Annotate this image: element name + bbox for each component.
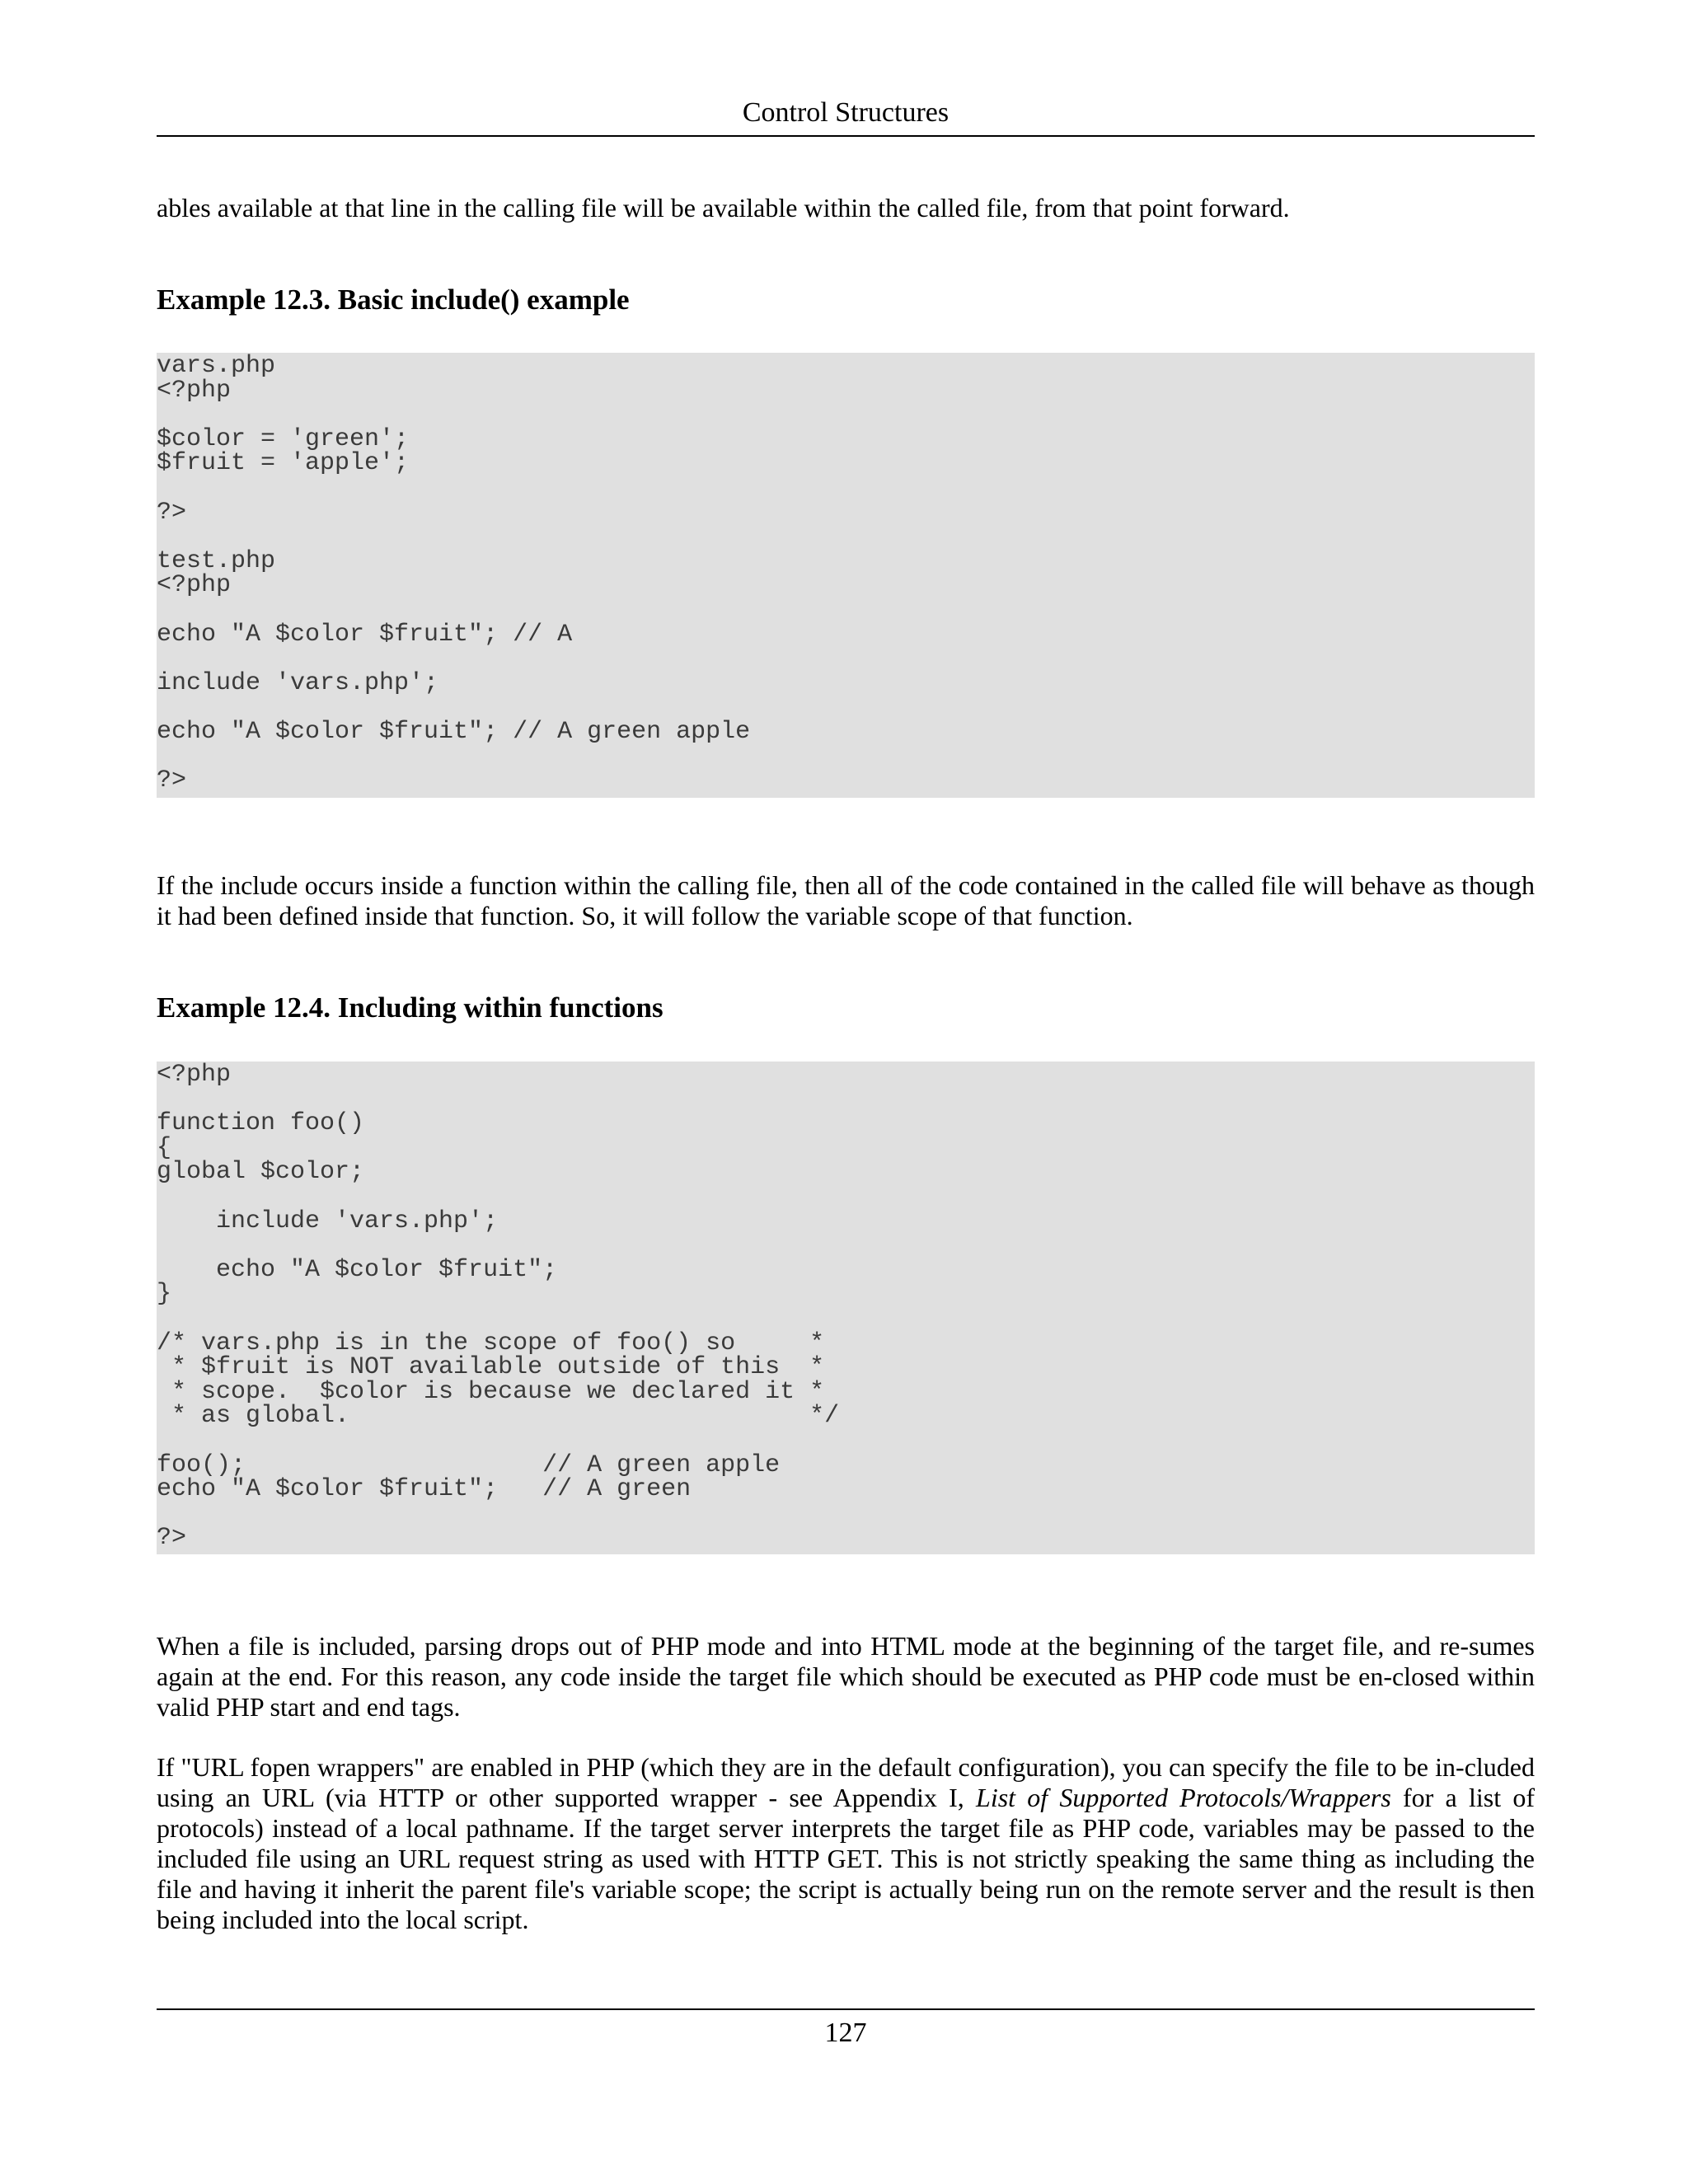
scope-paragraph: If the include occurs inside a function within the calling file, then all of the code contained in the called file will behave as though it had been defined inside that function. So, it will follow the variable scope of that function. <box>157 870 1535 930</box>
parsing-paragraph: When a file is included, parsing drops out of PHP mode and into HTML mode at the beginning of the target file, and re-sumes again at the end. For this reason, any code inside the target file which should be executed as PHP code must be en-closed within valid PHP start and end tags. <box>157 1631 1535 1722</box>
running-header: Control Structures <box>742 97 950 128</box>
url-paragraph <box>157 1752 1535 1935</box>
intro-paragraph: ables available at that line in the calling file will be available within the called file, from that point forward. <box>157 193 1290 223</box>
example-12-3-code: vars.php <?php $color = 'green'; $fruit = 'apple'; ?> test.php <?php echo "A $color $fruit"; // A include 'vars.php'; echo "A $color $fruit"; // A green apple ?> <box>157 353 1535 798</box>
url-paragraph-text-end: for a list of protocols) instead of a local pathname. If the target server interprets the target file as PHP code, variables may be passed to the included file using an URL request string as used with HTTP GET. This is not strictly speaking the same thing as including the file and having it inherit the parent file's variable scope; the script is actually being run on the remote server and the result is then being included into the local script. <box>157 1783 1536 1934</box>
example-12-3-heading: Example 12.3. Basic include() example <box>157 284 630 316</box>
example-12-4-heading: Example 12.4. Including within functions <box>157 991 663 1024</box>
protocols-appendix-title: List of Supported Protocols/Wrappers <box>976 1783 1391 1812</box>
page-number: 127 <box>824 2018 867 2048</box>
url-paragraph-text-start: If "URL fopen wrappers" are enabled in PHP (which they are in the default configuration), you can specify the file to be in-cluded using an URL (via HTTP or other supported wrapper - see Appendix I, <box>157 1752 1535 1812</box>
header-rule <box>157 135 1535 137</box>
footer-rule <box>157 2008 1535 2010</box>
example-12-4-code: <?php function foo() { global $color; include 'vars.php'; echo "A $color $fruit"; } /* vars.php is in the scope of foo() so * * $fruit is NOT available outside of this * * scope. $color is because we declared it * * as global. */ foo(); // A green apple echo "A $color $fruit"; // A green ?> <box>157 1062 1535 1554</box>
